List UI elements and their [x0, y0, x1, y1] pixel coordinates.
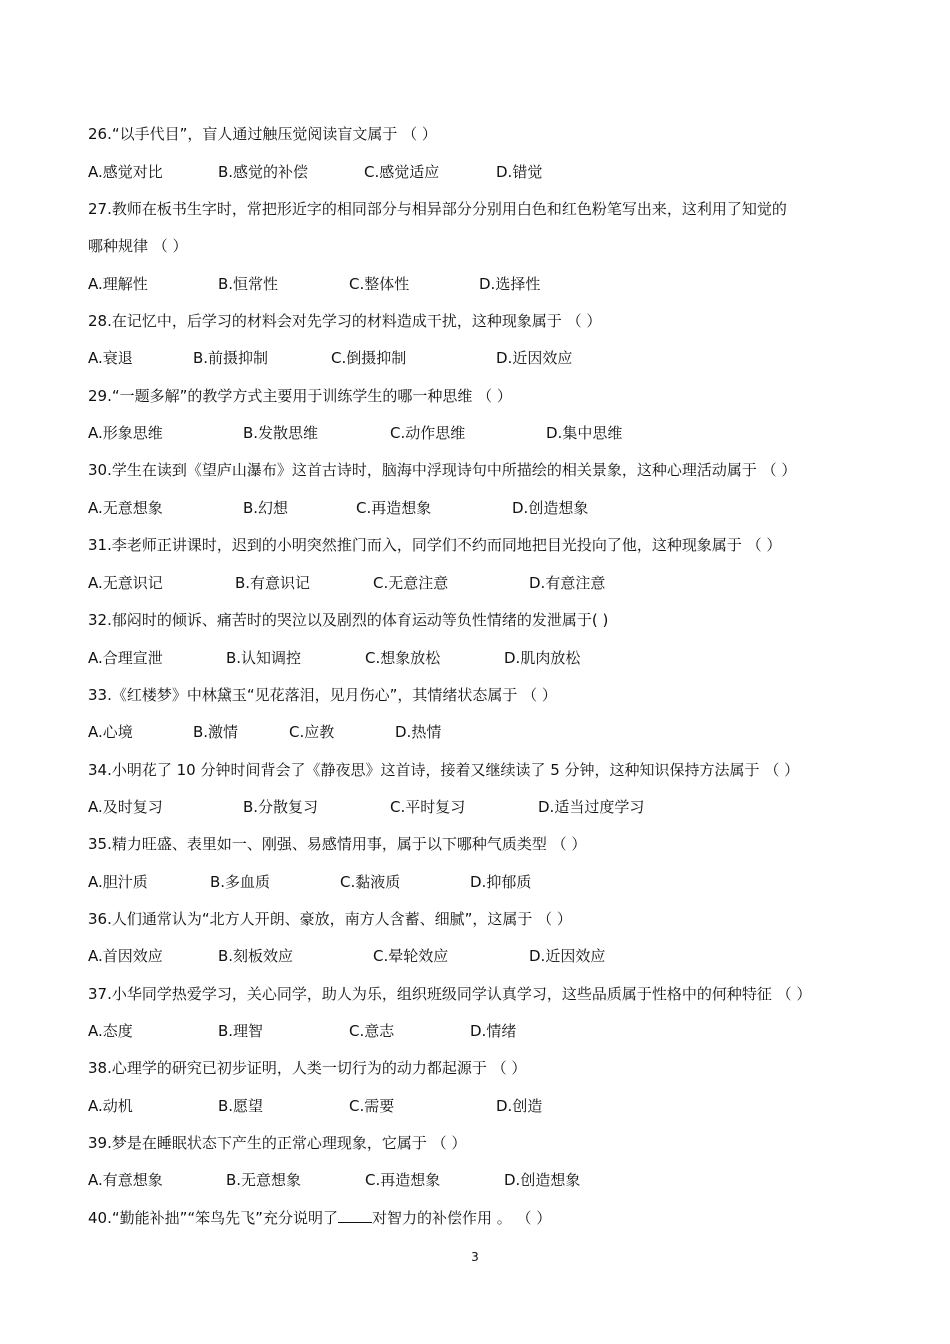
option-c: C.黏液质 [340, 873, 401, 891]
question-37-options [88, 1021, 868, 1041]
question-40-text-before: 40.“勤能补拙”“笨鸟先飞”充分说明了 [88, 1209, 338, 1227]
question-39-stem: 39.梦是在睡眠状态下产生的正常心理现象，它属于 （ ） [88, 1134, 467, 1152]
option-d: D.情绪 [470, 1022, 517, 1040]
option-a: A.态度 [88, 1022, 133, 1040]
option-a: A.动机 [88, 1097, 133, 1115]
option-c: C.无意注意 [373, 574, 449, 592]
question-31-stem: 31.李老师正讲课时，迟到的小明突然推门而入，同学们不约而同地把目光投向了他，这种现象属于 （ ） [88, 536, 782, 554]
option-c: C.再造想象 [356, 499, 432, 517]
question-36-options [88, 946, 868, 966]
question-35-stem: 35.精力旺盛、表里如一、刚强、易感情用事，属于以下哪种气质类型 （ ） [88, 835, 587, 853]
question-40-text-after: 对智力的补偿作用 。 （ ） [371, 1209, 552, 1227]
question-36-stem: 36.人们通常认为“北方人开朗、豪放，南方人含蓄、细腻”，这属于 （ ） [88, 910, 572, 928]
option-a: A.感觉对比 [88, 163, 163, 181]
question-28-stem: 28.在记忆中，后学习的材料会对先学习的材料造成干扰，这种现象属于 （ ） [88, 312, 602, 330]
option-d: D.抑郁质 [470, 873, 532, 891]
question-33-stem: 33.《红楼梦》中林黛玉“见花落泪，见月伤心”，其情绪状态属于 （ ） [88, 686, 557, 704]
option-a: A.理解性 [88, 275, 148, 293]
question-29-options [88, 423, 868, 443]
question-27-options [88, 274, 868, 294]
option-b: B.感觉的补偿 [218, 163, 309, 181]
option-b: B.刻板效应 [218, 947, 294, 965]
question-26-stem: 26.“以手代目”，盲人通过触压觉阅读盲文属于 （ ） [88, 125, 437, 143]
option-a: A.心境 [88, 723, 133, 741]
option-d: D.创造想象 [512, 499, 589, 517]
option-b: B.激情 [193, 723, 239, 741]
option-b: B.理智 [218, 1022, 264, 1040]
option-c: C.感觉适应 [364, 163, 440, 181]
option-c: C.需要 [349, 1097, 395, 1115]
question-40-stem [88, 1208, 551, 1228]
option-d: D.适当过度学习 [538, 798, 645, 816]
question-32-stem: 32.郁闷时的倾诉、痛苦时的哭泣以及剧烈的体育运动等负性情绪的发泄属于( ) [88, 611, 609, 629]
option-b: B.发散思维 [243, 424, 319, 442]
option-c: C.应教 [289, 723, 335, 741]
question-30-stem: 30.学生在读到《望庐山瀑布》这首古诗时，脑海中浮现诗句中所描绘的相关景象，这种心理活动属于 （ ） [88, 461, 797, 479]
option-c: C.想象放松 [365, 649, 441, 667]
question-28-options [88, 348, 868, 368]
option-d: D.创造 [496, 1097, 543, 1115]
option-d: D.有意注意 [529, 574, 606, 592]
option-a: A.无意想象 [88, 499, 163, 517]
question-32-options [88, 648, 868, 668]
option-a: A.胆汁质 [88, 873, 148, 891]
option-d: D.肌肉放松 [504, 649, 581, 667]
page-number: 3 [471, 1250, 479, 1264]
option-d: D.错觉 [496, 163, 543, 181]
option-a: A.衰退 [88, 349, 133, 367]
question-31-options [88, 573, 868, 593]
option-a: A.形象思维 [88, 424, 163, 442]
option-c: C.倒摄抑制 [331, 349, 407, 367]
option-d: D.近因效应 [496, 349, 573, 367]
question-27-stem-line2: 哪种规律 （ ） [88, 237, 188, 255]
option-b: B.恒常性 [218, 275, 279, 293]
option-d: D.集中思维 [546, 424, 623, 442]
option-a: A.有意想象 [88, 1171, 163, 1189]
option-b: B.前摄抑制 [193, 349, 269, 367]
option-b: B.幻想 [243, 499, 289, 517]
option-a: A.及时复习 [88, 798, 163, 816]
option-c: C.平时复习 [390, 798, 466, 816]
option-d: D.选择性 [479, 275, 541, 293]
question-35-options [88, 872, 868, 892]
question-37-stem: 37.小华同学热爱学习，关心同学，助人为乐，组织班级同学认真学习，这些品质属于性格中的何种特征 （ ） [88, 985, 812, 1003]
question-33-options [88, 722, 868, 742]
option-b: B.认知调控 [226, 649, 302, 667]
option-b: B.多血质 [210, 873, 271, 891]
question-29-stem: 29.“一题多解”的教学方式主要用于训练学生的哪一种思维 （ ） [88, 387, 512, 405]
option-c: C.晕轮效应 [373, 947, 449, 965]
option-a: A.无意识记 [88, 574, 163, 592]
question-39-options [88, 1170, 868, 1190]
option-a: A.合理宣泄 [88, 649, 163, 667]
question-34-stem: 34.小明花了 10 分钟时间背会了《静夜思》这首诗，接着又继续读了 5 分钟，这种知识保持方法属于 （ ） [88, 761, 800, 779]
question-38-stem: 38.心理学的研究已初步证明，人类一切行为的动力都起源于 （ ） [88, 1059, 527, 1077]
option-c: C.再造想象 [365, 1171, 441, 1189]
question-38-options [88, 1096, 868, 1116]
question-26-options [88, 162, 868, 182]
option-b: B.分散复习 [243, 798, 319, 816]
question-27-stem-line1: 27.教师在板书生字时，常把形近字的相同部分与相异部分分别用白色和红色粉笔写出来，这利用了知觉的 [88, 200, 787, 218]
option-b: B.无意想象 [226, 1171, 302, 1189]
option-d: D.创造想象 [504, 1171, 581, 1189]
option-d: D.近因效应 [529, 947, 606, 965]
fill-in-blank [338, 1208, 372, 1223]
question-34-options [88, 797, 868, 817]
option-b: B.愿望 [218, 1097, 264, 1115]
option-c: C.整体性 [349, 275, 410, 293]
option-d: D.热情 [395, 723, 442, 741]
option-c: C.动作思维 [390, 424, 466, 442]
option-b: B.有意识记 [235, 574, 311, 592]
option-c: C.意志 [349, 1022, 395, 1040]
question-30-options [88, 498, 868, 518]
option-a: A.首因效应 [88, 947, 163, 965]
